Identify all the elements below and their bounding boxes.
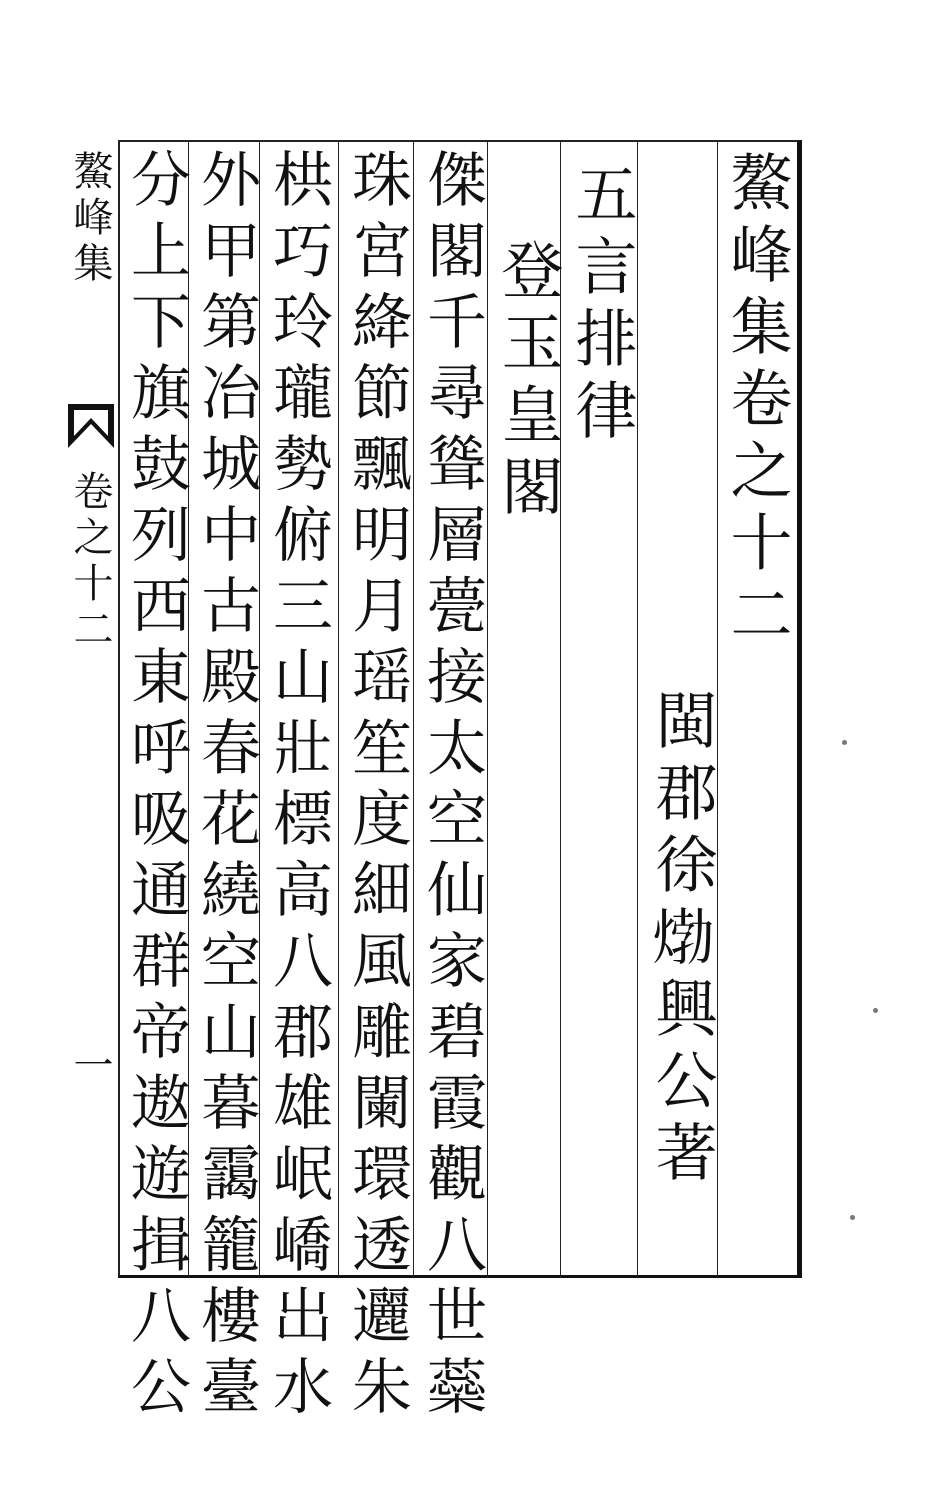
poem-title: 登玉皇閣 [491, 238, 564, 526]
poem-line: 分上下旗鼓列西東呼吸通群帝遨遊揖八公 [121, 148, 191, 1426]
column-rule [487, 140, 488, 1278]
margin-volume-label: 卷之十二 [67, 470, 113, 654]
volume-title: 鰲峰集卷之十二 [720, 150, 793, 654]
poem-line: 珠宮絳節飄明月瑶笙度細風雕闌環透邐朱 [342, 148, 412, 1426]
scan-speck [842, 740, 847, 745]
author-credit: 閩郡徐𤊹興公著 [645, 688, 718, 1192]
column-rule [338, 140, 339, 1278]
poem-line: 栱巧玲瓏勢俯三山壯標高八郡雄岷嶠出水 [263, 148, 333, 1426]
scan-speck [873, 1008, 878, 1013]
fish-tail-mark-icon [66, 402, 116, 450]
margin-page-number: 一 [67, 1044, 113, 1090]
poem-line: 外甲第冶城中古殿春花繞空山暮靄籠樓臺 [191, 148, 261, 1426]
scan-speck [850, 1215, 855, 1220]
margin-book-title: 鰲峰集 [67, 150, 113, 288]
poem-line: 傑閣千尋聳層甍接太空仙家碧霞觀八世蘂 [417, 148, 487, 1426]
column-rule [413, 140, 414, 1278]
section-heading: 五言排律 [565, 162, 638, 450]
